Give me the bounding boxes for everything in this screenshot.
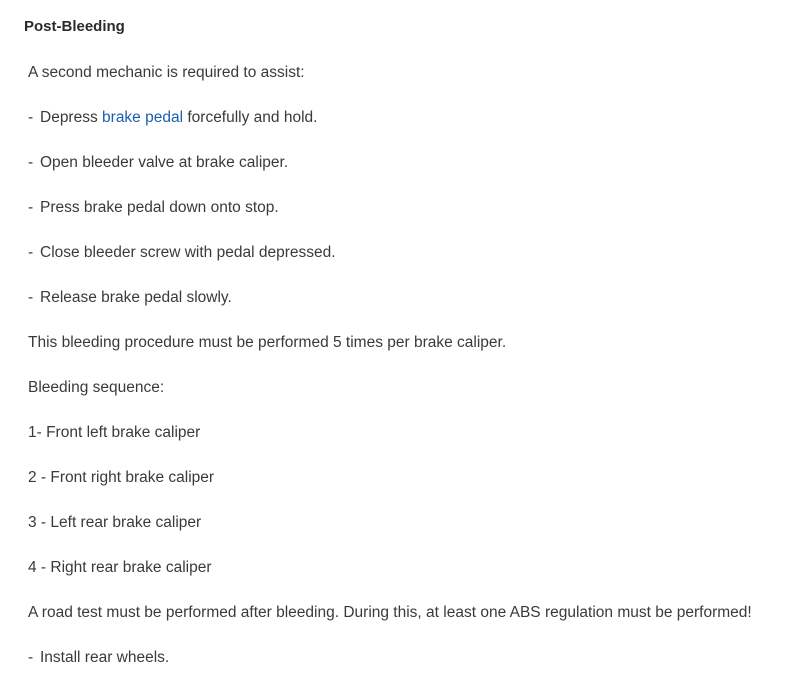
sequence-item: 2 - Front right brake caliper — [28, 469, 215, 486]
step-text: Release brake pedal slowly. — [40, 289, 232, 306]
step-dash: - — [28, 289, 34, 306]
final-step-item — [28, 648, 169, 668]
step-item — [28, 243, 336, 263]
step-item — [28, 198, 279, 218]
sequence-item: 3 - Left rear brake caliper — [28, 514, 202, 531]
step-dash: - — [28, 154, 34, 171]
step-dash: - — [28, 649, 34, 666]
step-item — [28, 288, 232, 308]
step-text: Open bleeder valve at brake caliper. — [40, 154, 289, 171]
step-item — [28, 108, 317, 128]
sequence-title: Bleeding sequence: — [28, 379, 165, 396]
step-text-pre: Depress — [40, 109, 103, 126]
step-item — [28, 153, 288, 173]
brake-pedal-link[interactable]: brake pedal — [102, 109, 184, 126]
sequence-item: 1- Front left brake caliper — [28, 424, 201, 441]
step-dash: - — [28, 199, 34, 216]
step-text: Install rear wheels. — [40, 649, 170, 666]
step-text-post: forcefully and hold. — [183, 109, 318, 126]
step-dash: - — [28, 244, 34, 261]
step-text: Close bleeder screw with pedal depressed. — [40, 244, 336, 261]
sequence-item: 4 - Right rear brake caliper — [28, 559, 212, 576]
step-dash: - — [28, 109, 34, 126]
repeat-note: This bleeding procedure must be performed 5 times per brake caliper. — [28, 334, 507, 351]
road-test-note: A road test must be performed after bleeding. During this, at least one ABS regulation must be performed! — [28, 604, 752, 621]
intro-text: A second mechanic is required to assist: — [28, 64, 305, 81]
section-heading: Post-Bleeding — [24, 18, 125, 35]
step-text: Press brake pedal down onto stop. — [40, 199, 279, 216]
